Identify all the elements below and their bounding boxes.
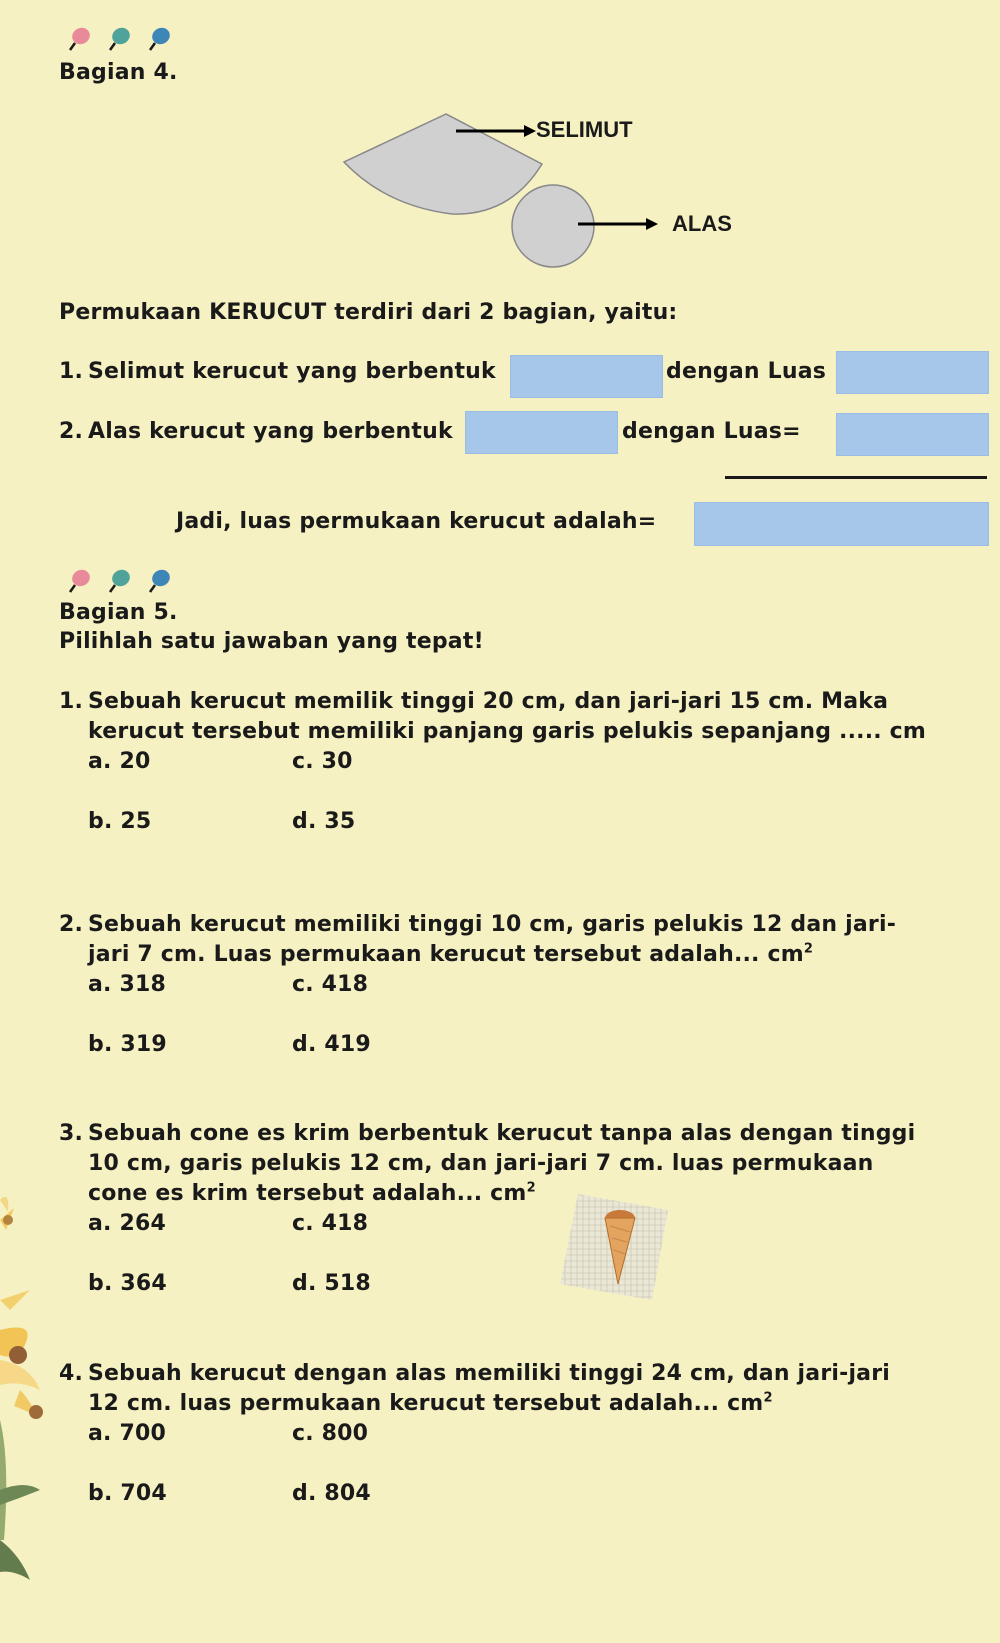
label-alas: ALAS <box>672 211 732 236</box>
question4-option-a[interactable]: a. 700 <box>88 1421 166 1446</box>
question1-number: 1. <box>59 689 84 714</box>
question4-number: 4. <box>59 1361 84 1386</box>
question3-number: 3. <box>59 1121 84 1146</box>
section4-conclusion: Jadi, luas permukaan kerucut adalah= <box>176 509 657 534</box>
item2-mid: dengan Luas= <box>622 419 801 444</box>
ice-cream-cone-image <box>556 1192 674 1302</box>
section4-title: Bagian 4. <box>59 60 178 85</box>
sum-line <box>725 476 987 479</box>
question2-option-c[interactable]: c. 418 <box>292 972 369 997</box>
question4-option-b[interactable]: b. 704 <box>88 1481 167 1506</box>
question2-option-a[interactable]: a. 318 <box>88 972 166 997</box>
answer-blank-total-area[interactable] <box>694 502 989 546</box>
question2-option-b[interactable]: b. 319 <box>88 1032 167 1057</box>
item2-number: 2. <box>59 419 84 444</box>
pin-teal-icon <box>106 26 132 52</box>
question2-line2 <box>88 940 813 970</box>
item2-text: Alas kerucut yang berbentuk <box>88 419 453 444</box>
question3-line3 <box>88 1179 536 1209</box>
question1-option-a[interactable]: a. 20 <box>88 749 151 774</box>
alas-circle-shape <box>512 185 594 267</box>
pin-pink-icon <box>66 26 92 52</box>
pin-blue-icon <box>146 568 172 594</box>
section4-intro: Permukaan KERUCUT terdiri dari 2 bagian, yaitu: <box>59 300 678 325</box>
pin-icons-row-1 <box>66 26 172 52</box>
question1-line2: kerucut tersebut memiliki panjang garis pelukis sepanjang ..... cm <box>88 719 927 744</box>
question2-line2-text: jari 7 cm. Luas permukaan kerucut tersebut adalah... cm <box>88 942 804 967</box>
question2-option-d[interactable]: d. 419 <box>292 1032 371 1057</box>
answer-blank-alas-area[interactable] <box>836 413 989 456</box>
answer-blank-alas-shape[interactable] <box>465 411 618 454</box>
question3-line1: Sebuah cone es krim berbentuk kerucut tanpa alas dengan tinggi <box>88 1121 916 1146</box>
question4-option-c[interactable]: c. 800 <box>292 1421 369 1446</box>
question1-option-c[interactable]: c. 30 <box>292 749 353 774</box>
question3-option-c[interactable]: c. 418 <box>292 1211 369 1236</box>
label-selimut: SELIMUT <box>536 117 633 142</box>
question1-option-d[interactable]: d. 35 <box>292 809 356 834</box>
question3-unit-exponent: 2 <box>526 1180 536 1196</box>
answer-blank-selimut-shape[interactable] <box>510 355 663 398</box>
pin-teal-icon <box>106 568 132 594</box>
question2-unit-exponent: 2 <box>803 941 814 957</box>
question2-line1: Sebuah kerucut memiliki tinggi 10 cm, garis pelukis 12 dan jari- <box>88 912 897 937</box>
question3-line2: 10 cm, garis pelukis 12 cm, dan jari-jari 7 cm. luas permukaan <box>88 1151 874 1176</box>
question1-line1: Sebuah kerucut memilik tinggi 20 cm, dan jari-jari 15 cm. Maka <box>88 689 889 714</box>
question4-option-d[interactable]: d. 804 <box>292 1481 371 1506</box>
item1-text: Selimut kerucut yang berbentuk <box>88 359 496 384</box>
question3-option-d[interactable]: d. 518 <box>292 1271 371 1296</box>
question3-line3-text: cone es krim tersebut adalah... cm <box>88 1181 527 1206</box>
question3-option-b[interactable]: b. 364 <box>88 1271 167 1296</box>
question4-line2-text: 12 cm. luas permukaan kerucut tersebut adalah... cm <box>88 1391 764 1416</box>
question4-line2 <box>88 1389 773 1419</box>
answer-blank-selimut-area[interactable] <box>836 351 989 394</box>
question3-option-a[interactable]: a. 264 <box>88 1211 166 1236</box>
question1-option-b[interactable]: b. 25 <box>88 809 152 834</box>
pin-blue-icon <box>146 26 172 52</box>
pin-pink-icon <box>66 568 92 594</box>
selimut-sector-shape <box>344 114 542 214</box>
flower-decoration <box>0 1160 60 1643</box>
section5-instruction: Pilihlah satu jawaban yang tepat! <box>59 629 484 654</box>
section5-title: Bagian 5. <box>59 600 178 625</box>
item1-number: 1. <box>59 359 84 384</box>
pin-icons-row-2 <box>66 568 172 594</box>
question4-unit-exponent: 2 <box>763 1390 773 1406</box>
question4-line1: Sebuah kerucut dengan alas memiliki tinggi 24 cm, dan jari-jari <box>88 1361 891 1386</box>
item1-mid: dengan Luas <box>666 359 827 384</box>
question2-number: 2. <box>59 912 84 937</box>
